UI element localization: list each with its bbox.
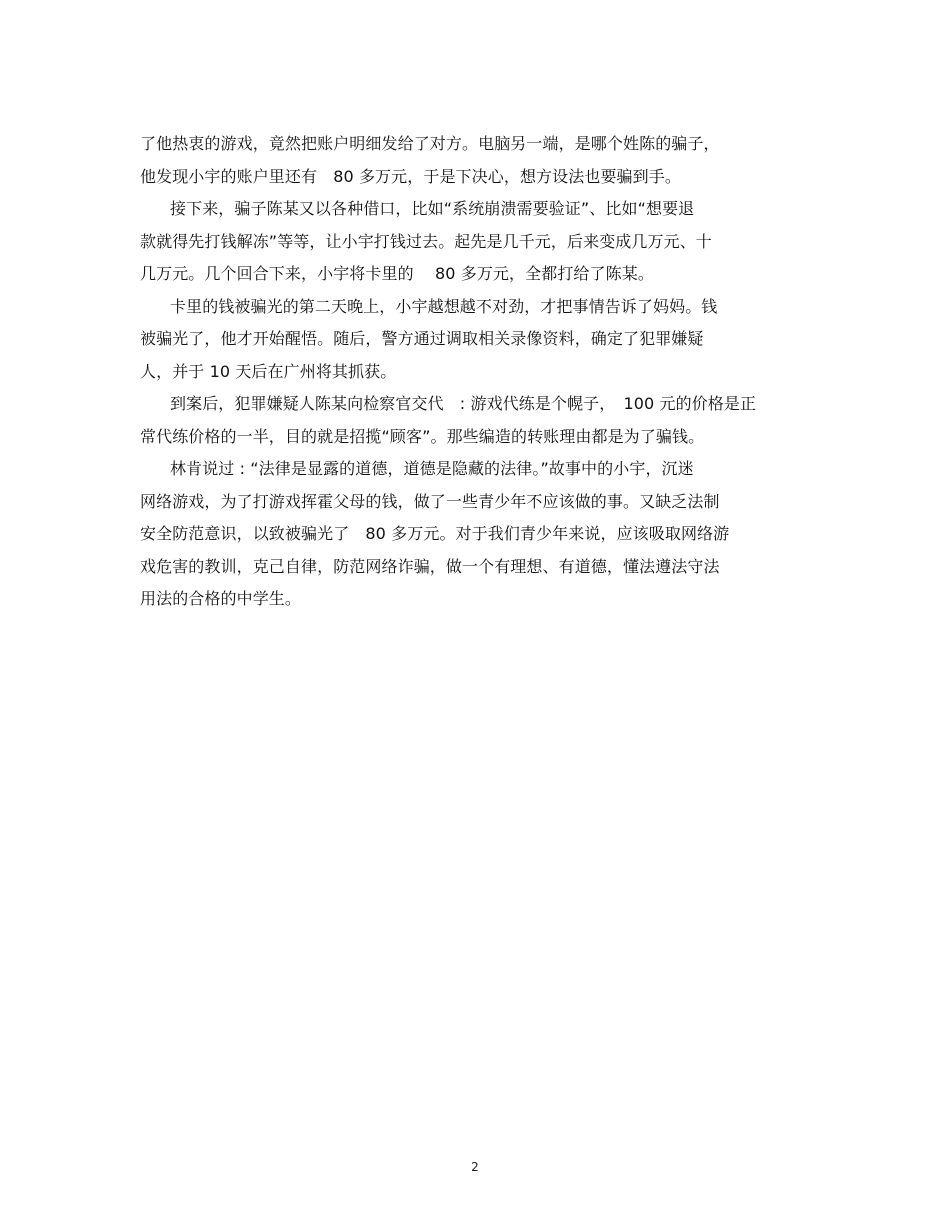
text-line: 了他热衷的游戏，竟然把账户明细发给了对方。电脑另一端，是哪个姓陈的骗子， (140, 134, 720, 153)
page-number: 2 (471, 1160, 479, 1174)
body-text (140, 128, 820, 616)
paragraph-start-line: 接下来，骗子陈某又以各种借口，比如“系统崩溃需要验证”、比如“想要退 (170, 199, 695, 218)
text-line: 网络游戏，为了打游戏挥霍父母的钱，做了一些青少年不应该做的事。又缺乏法制 (140, 491, 720, 511)
text-line: 被骗光了，他才开始醒悟。随后，警方通过调取相关录像资料，确定了犯罪嫌疑 (140, 329, 704, 348)
paragraph-start-line: 卡里的钱被骗光的第二天晚上，小宇越想越不对劲，才把事情告诉了妈妈。钱 (170, 296, 718, 316)
text-line: 人，并于 10 天后在广州将其抓获。 (140, 361, 397, 381)
paragraph-start-line: 到案后，犯罪嫌疑人陈某向检察官交代 : 游戏代练是个幌子， 100 元的价格是正 (170, 394, 757, 413)
text-line: 款就得先打钱解冻”等等，让小宇打钱过去。起先是几千元，后来变成几万元、十 (140, 231, 712, 251)
paragraph-start-line: 林肯说过 : “法律是显露的道德，道德是隐藏的法律。”故事中的小宇，沉迷 (170, 459, 694, 478)
text-line: 他发现小宇的账户里还有 80 多万元，于是下决心，想方设法也要骗到手。 (140, 166, 681, 186)
text-line: 戏危害的教训，克己自律，防范网络诈骗，做一个有理想、有道德，懂法遵法守法 (140, 556, 720, 576)
text-line: 常代练价格的一半，目的就是招揽“顾客”。那些编造的转账理由都是为了骗钱。 (140, 426, 705, 446)
text-line: 几万元。几个回合下来，小宇将卡里的 80 多万元，全都打给了陈某。 (140, 264, 654, 283)
text-line: 安全防范意识，以致被骗光了 80 多万元。对于我们青少年来说，应该吸取网络游 (140, 524, 730, 543)
text-line: 用法的合格的中学生。 (140, 589, 302, 608)
